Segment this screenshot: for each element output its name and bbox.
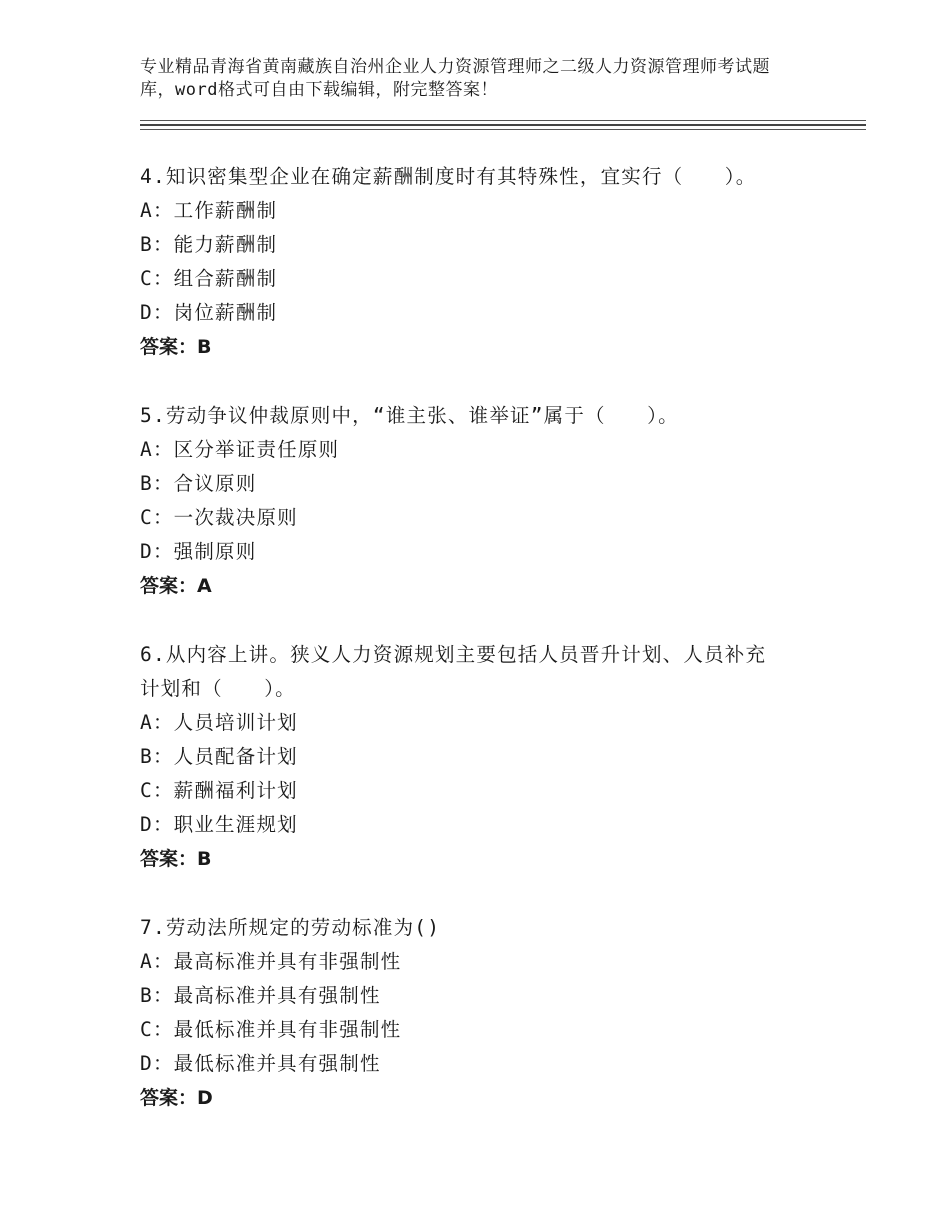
- answer-label: 答案：B: [140, 848, 212, 870]
- answer-label: 答案：A: [140, 575, 212, 597]
- option-a: A：人员培训计划: [140, 711, 298, 734]
- option-b: B：最高标准并具有强制性: [140, 984, 381, 1007]
- question-stem: 5.劳动争议仲裁原则中，“谁主张、谁举证”属于（ ）。: [140, 404, 679, 427]
- question-stem: 6.从内容上讲。狭义人力资源规划主要包括人员晋升计划、人员补充: [140, 643, 767, 666]
- header-title-line-1: 专业精品青海省黄南藏族自治州企业人力资源管理师之二级人力资源管理师考试题: [140, 57, 770, 77]
- question-stem: 4.知识密集型企业在确定薪酬制度时有其特殊性，宜实行（ ）。: [140, 165, 757, 188]
- option-c: C：最低标准并具有非强制性: [140, 1018, 402, 1041]
- option-b: B：人员配备计划: [140, 745, 298, 768]
- answer-label: 答案：D: [140, 1087, 213, 1109]
- question-stem-continued: 计划和（ ）。: [140, 677, 296, 700]
- question-4: [140, 160, 840, 364]
- option-c: C：薪酬福利计划: [140, 779, 298, 802]
- header-title-line-2: 库，word格式可自由下载编辑，附完整答案！: [140, 80, 498, 100]
- option-a: A：区分举证责任原则: [140, 438, 340, 461]
- option-a: A：最高标准并具有非强制性: [140, 950, 402, 973]
- header-rule-top: [140, 120, 866, 121]
- option-a: A：工作薪酬制: [140, 199, 278, 222]
- option-d: D：岗位薪酬制: [140, 301, 278, 324]
- option-b: B：合议原则: [140, 472, 257, 495]
- option-d: D：职业生涯规划: [140, 813, 298, 836]
- question-5: [140, 399, 840, 603]
- option-c: C：组合薪酬制: [140, 267, 278, 290]
- document-header: [140, 56, 840, 102]
- header-rule-middle: [140, 124, 866, 126]
- option-b: B：能力薪酬制: [140, 233, 278, 256]
- header-rule-bottom: [140, 129, 866, 130]
- option-c: C：一次裁决原则: [140, 506, 298, 529]
- question-7: [140, 911, 840, 1115]
- option-d: D：强制原则: [140, 540, 257, 563]
- question-stem: 7.劳动法所规定的劳动标准为(): [140, 916, 441, 939]
- answer-label: 答案：B: [140, 336, 212, 358]
- question-6: [140, 638, 840, 876]
- option-d: D：最低标准并具有强制性: [140, 1052, 381, 1075]
